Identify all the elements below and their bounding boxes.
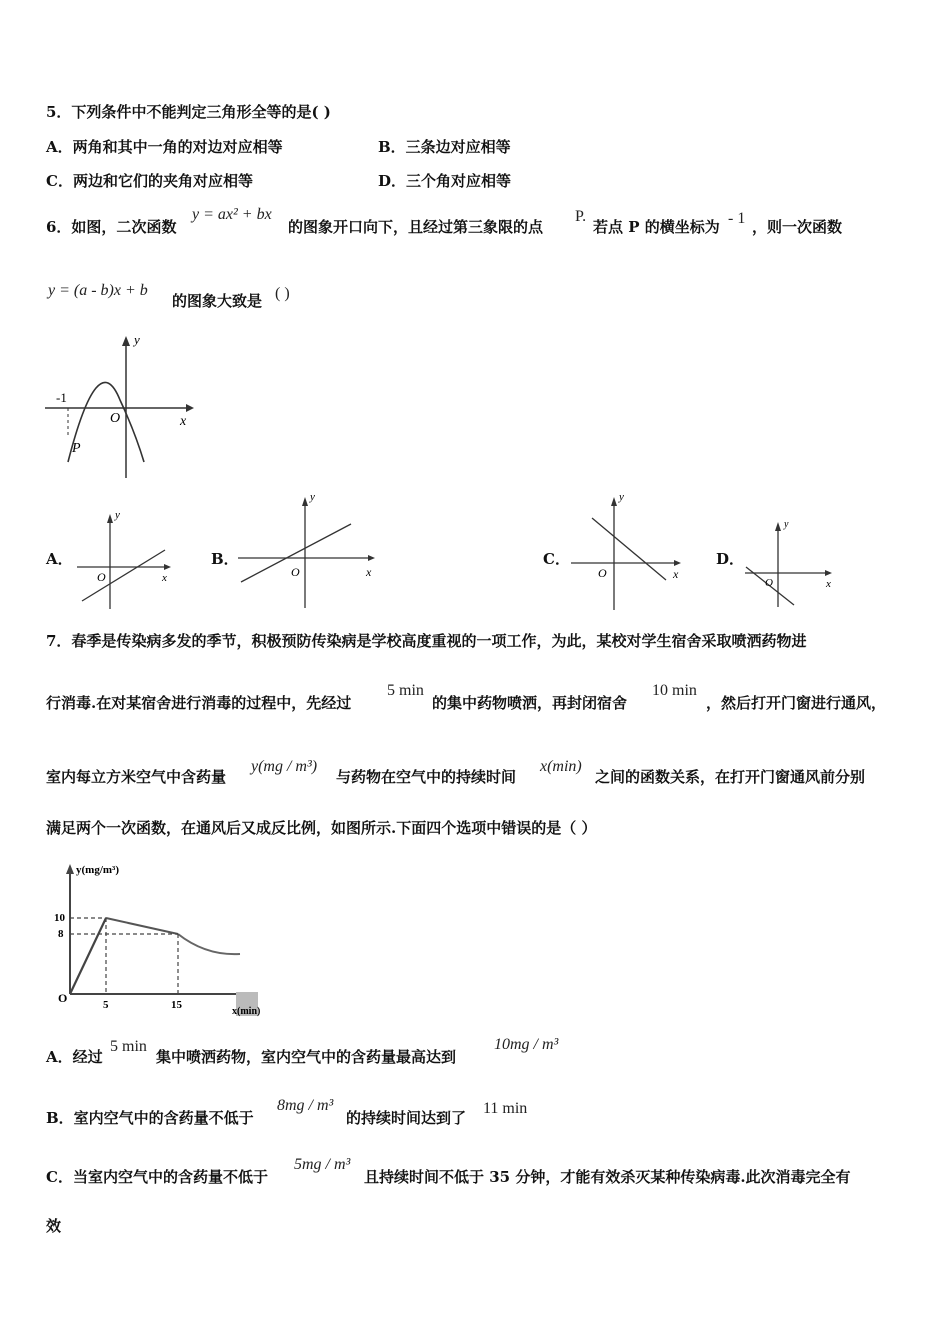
q6-formula-linear: y = (a - b)x + b bbox=[48, 282, 148, 299]
q6-option-d-graph bbox=[740, 515, 840, 610]
q6-neg-one: - 1 bbox=[728, 210, 746, 227]
q6-text-3: 若点 P 的横坐标为 bbox=[593, 218, 720, 236]
q7-option-b-time: 11 min bbox=[483, 1100, 528, 1117]
q5-stem: 5．下列条件中不能判定三角形全等的是( ) bbox=[46, 103, 331, 121]
rise-line bbox=[70, 918, 106, 994]
q7-y-unit: y(mg / m³) bbox=[251, 758, 318, 775]
q7-line-2c: ，然后打开门窗进行通风， bbox=[706, 694, 887, 712]
q7-time-10: 10 min bbox=[652, 682, 697, 699]
graph-point-p: P bbox=[72, 441, 81, 456]
q7-line-3a: 室内每立方米空气中含药量 bbox=[46, 768, 227, 786]
q6-option-b-graph bbox=[233, 488, 383, 613]
q6-option-d-label: D． bbox=[716, 550, 745, 568]
q7-chart bbox=[46, 856, 268, 1020]
chart-y10: 10 bbox=[54, 912, 65, 924]
q7-line-4: 满足两个一次函数，在通风后又成反比例，如图所示.下面四个选项中错误的是（ ） bbox=[46, 819, 597, 837]
q5-option-b: B．三条边对应相等 bbox=[378, 138, 511, 156]
q7-line-1: 7．春季是传染病多发的季节，积极预防传染病是学校高度重视的一项工作，为此，某校对学生宿舍采取喷洒药物进 bbox=[46, 632, 807, 650]
chart-xlabel: x(min) bbox=[232, 1006, 261, 1017]
svg-text:O: O bbox=[598, 566, 607, 580]
chart-x15: 15 bbox=[171, 999, 182, 1011]
q6-parabola-graph bbox=[40, 330, 200, 482]
q6-point-p: P. bbox=[575, 208, 587, 225]
q5-option-a: A．两角和其中一角的对边对应相等 bbox=[46, 138, 283, 156]
q6-text-1: 6．如图，二次函数 bbox=[46, 218, 177, 236]
svg-text:x: x bbox=[366, 565, 372, 579]
q7-option-a-2: 集中喷洒药物，室内空气中的含药量最高达到 bbox=[156, 1048, 457, 1066]
q5-option-c: C．两边和它们的夹角对应相等 bbox=[46, 172, 253, 190]
q7-line-3c: 之间的函数关系，在打开门窗通风前分别 bbox=[595, 768, 866, 786]
q6-option-c-graph bbox=[566, 488, 691, 613]
graph-y-label: y bbox=[134, 332, 140, 347]
q7-option-c-2: 且持续时间不低于 35 分钟，才能有效杀灭某种传染病毒.此次消毒完全有 bbox=[364, 1168, 851, 1186]
q7-option-a-time: 5 min bbox=[110, 1038, 147, 1055]
svg-text:y: y bbox=[619, 491, 624, 503]
graph-origin: O bbox=[110, 411, 121, 426]
q6-formula-quadratic: y = ax² + bx bbox=[192, 206, 272, 223]
svg-text:x: x bbox=[673, 567, 679, 581]
q7-option-c-3: 效 bbox=[46, 1217, 62, 1235]
svg-text:O: O bbox=[97, 570, 106, 584]
q7-option-b-value: 8mg / m³ bbox=[277, 1097, 334, 1114]
q6-text-4: ，则一次函数 bbox=[752, 218, 843, 236]
q7-option-a-1: A．经过 bbox=[46, 1048, 103, 1066]
y-axis-arrow bbox=[122, 336, 130, 346]
q6-text-5: 的图象大致是 bbox=[172, 292, 263, 310]
svg-text:x: x bbox=[826, 578, 831, 590]
svg-text:O: O bbox=[291, 565, 300, 579]
q6-answer-paren: ( ) bbox=[275, 285, 290, 302]
chart-origin: O bbox=[58, 991, 68, 1005]
q6-option-c-label: C． bbox=[543, 550, 570, 568]
inverse-curve bbox=[178, 934, 240, 954]
svg-text:y: y bbox=[115, 509, 120, 521]
q7-option-c-1: C．当室内空气中的含药量不低于 bbox=[46, 1168, 268, 1186]
q7-line-2a: 行消毒.在对某宿舍进行消毒的过程中，先经过 bbox=[46, 694, 352, 712]
q7-line-3b: 与药物在空气中的持续时间 bbox=[336, 768, 517, 786]
chart-ylabel: y(mg/m³) bbox=[76, 864, 120, 876]
q7-time-5: 5 min bbox=[387, 682, 424, 699]
q7-option-c-value: 5mg / m³ bbox=[294, 1156, 351, 1173]
q7-line-2b: 的集中药物喷洒，再封闭宿舍 bbox=[432, 694, 628, 712]
line-a bbox=[82, 550, 165, 601]
q7-x-unit: x(min) bbox=[540, 758, 582, 775]
graph-minus-one: -1 bbox=[56, 390, 67, 405]
q6-option-b-label: B． bbox=[211, 550, 239, 568]
q7-option-a-value: 10mg / m³ bbox=[494, 1036, 559, 1053]
svg-text:y: y bbox=[310, 491, 315, 503]
svg-text:y: y bbox=[784, 519, 789, 530]
q7-option-b-1: B．室内空气中的含药量不低于 bbox=[46, 1109, 254, 1127]
x-axis-arrow bbox=[186, 404, 194, 412]
q6-option-a-label: A． bbox=[46, 550, 73, 568]
q6-text-2: 的图象开口向下，且经过第三象限的点 bbox=[288, 218, 544, 236]
graph-x-label: x bbox=[180, 414, 187, 429]
svg-text:x: x bbox=[162, 572, 167, 584]
q5-option-d: D．三个角对应相等 bbox=[378, 172, 512, 190]
chart-y8: 8 bbox=[58, 928, 64, 940]
q6-option-a-graph bbox=[72, 505, 177, 613]
chart-x5: 5 bbox=[103, 999, 109, 1011]
decline-line bbox=[106, 918, 178, 934]
q7-option-b-2: 的持续时间达到了 bbox=[346, 1109, 467, 1127]
svg-text:O: O bbox=[765, 577, 773, 589]
